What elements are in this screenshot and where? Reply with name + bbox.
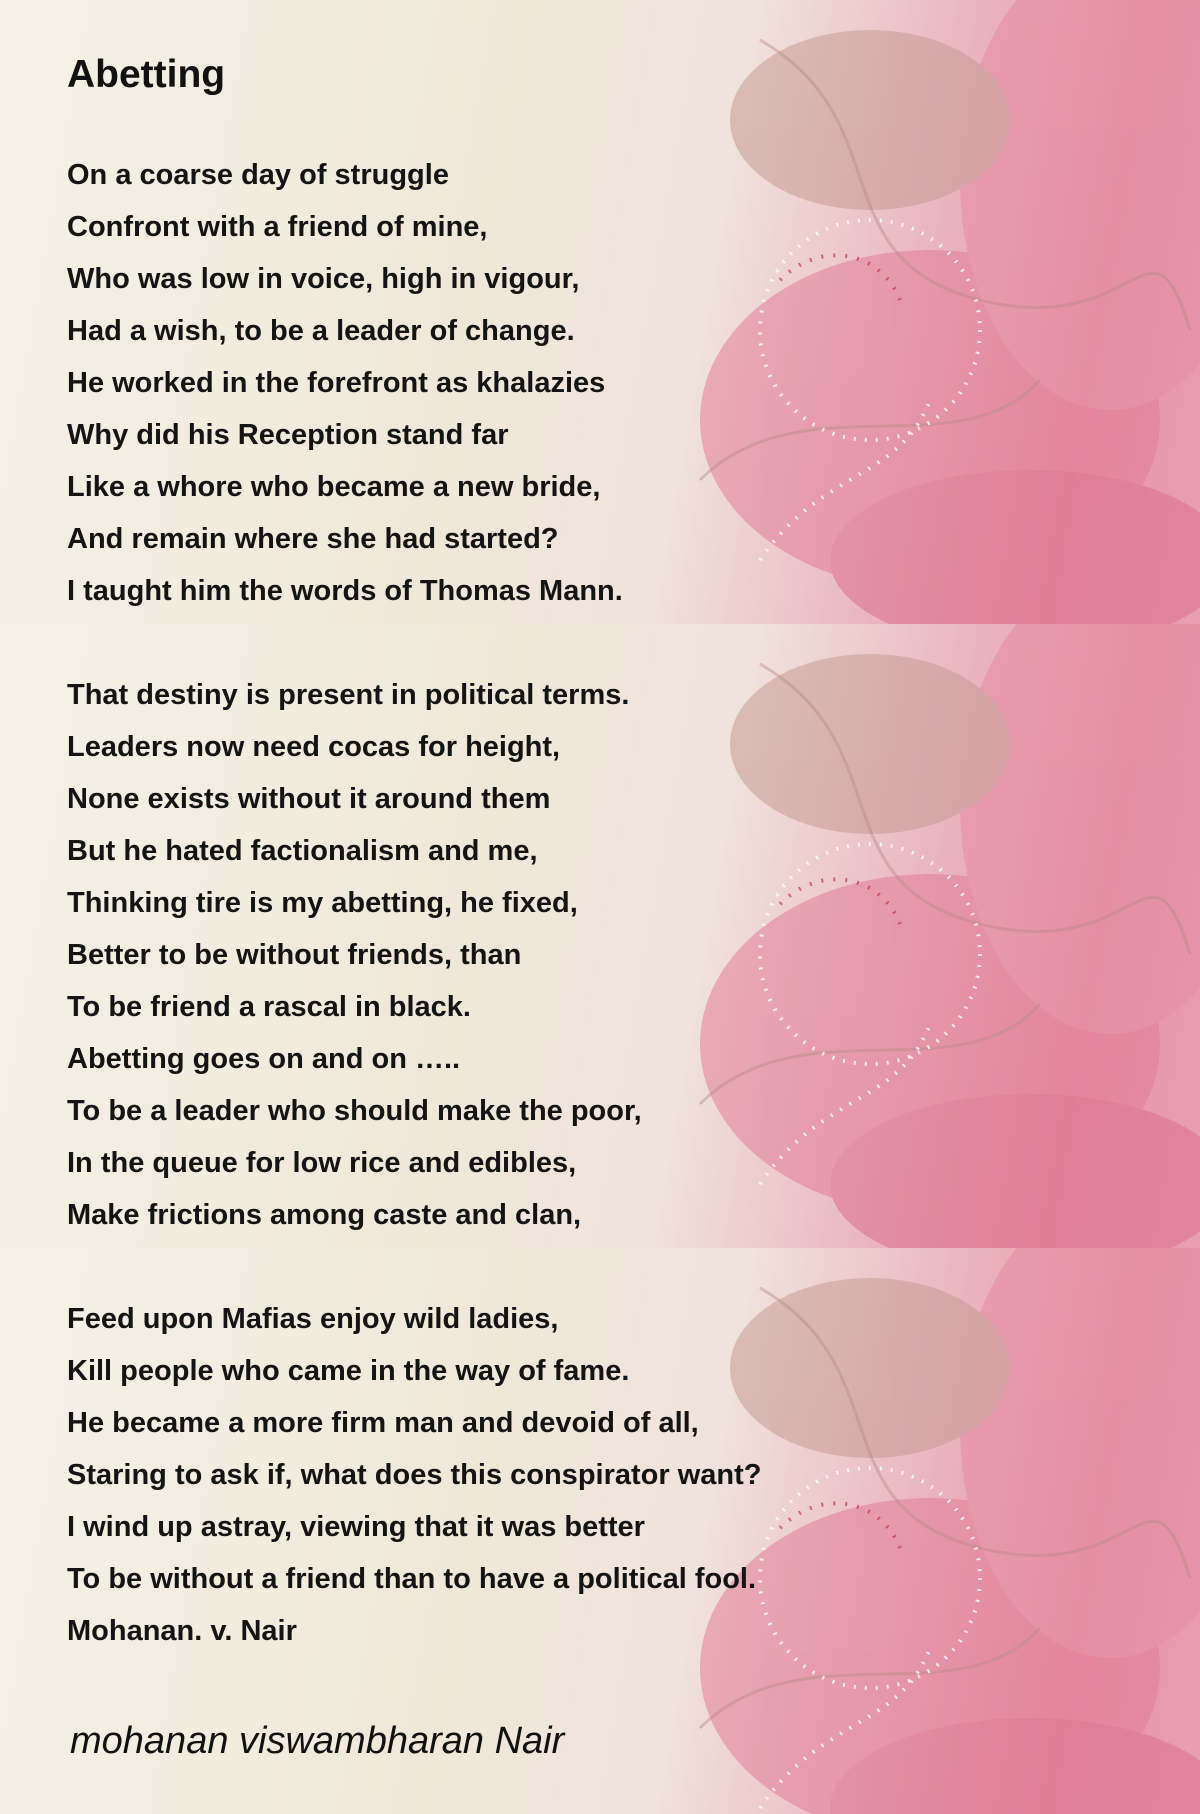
- poem-line: He became a more firm man and devoid of all,: [67, 1407, 699, 1439]
- poem-line: That destiny is present in political terms.: [67, 679, 630, 711]
- poem-line: On a coarse day of struggle: [67, 159, 449, 191]
- poem-line: Better to be without friends, than: [67, 939, 522, 971]
- poem-line: To be friend a rascal in black.: [67, 991, 471, 1023]
- poem-line: Like a whore who became a new bride,: [67, 471, 601, 503]
- poem-line: Mohanan. v. Nair: [67, 1615, 297, 1647]
- poem-line: To be without a friend than to have a political fool.: [67, 1563, 757, 1595]
- poem-line: Had a wish, to be a leader of change.: [67, 315, 575, 347]
- poem-line: Leaders now need cocas for height,: [67, 731, 561, 763]
- poem-line: None exists without it around them: [67, 783, 551, 815]
- poem-title: Abetting: [67, 53, 226, 96]
- poem-line: Why did his Reception stand far: [67, 419, 509, 451]
- poem-line: He worked in the forefront as khalazies: [67, 367, 606, 399]
- poem-author: mohanan viswambharan Nair: [70, 1720, 565, 1762]
- poem-line: I taught him the words of Thomas Mann.: [67, 575, 623, 607]
- poem-line: To be a leader who should make the poor,: [67, 1095, 642, 1127]
- poem-line: Staring to ask if, what does this conspirator want?: [67, 1459, 762, 1491]
- poem-line: In the queue for low rice and edibles,: [67, 1147, 577, 1179]
- poem-line: Make frictions among caste and clan,: [67, 1199, 582, 1231]
- poem-line: And remain where she had started?: [67, 523, 559, 555]
- poem-line: I wind up astray, viewing that it was better: [67, 1511, 645, 1543]
- poem-line: Feed upon Mafias enjoy wild ladies,: [67, 1303, 559, 1335]
- poem-line: Who was low in voice, high in vigour,: [67, 263, 580, 295]
- poem-line: Thinking tire is my abetting, he fixed,: [67, 887, 578, 919]
- poem-line: Confront with a friend of mine,: [67, 211, 488, 243]
- poem-line: Kill people who came in the way of fame.: [67, 1355, 630, 1387]
- poem-line: But he hated factionalism and me,: [67, 835, 538, 867]
- poem-line: Abetting goes on and on …..: [67, 1043, 461, 1075]
